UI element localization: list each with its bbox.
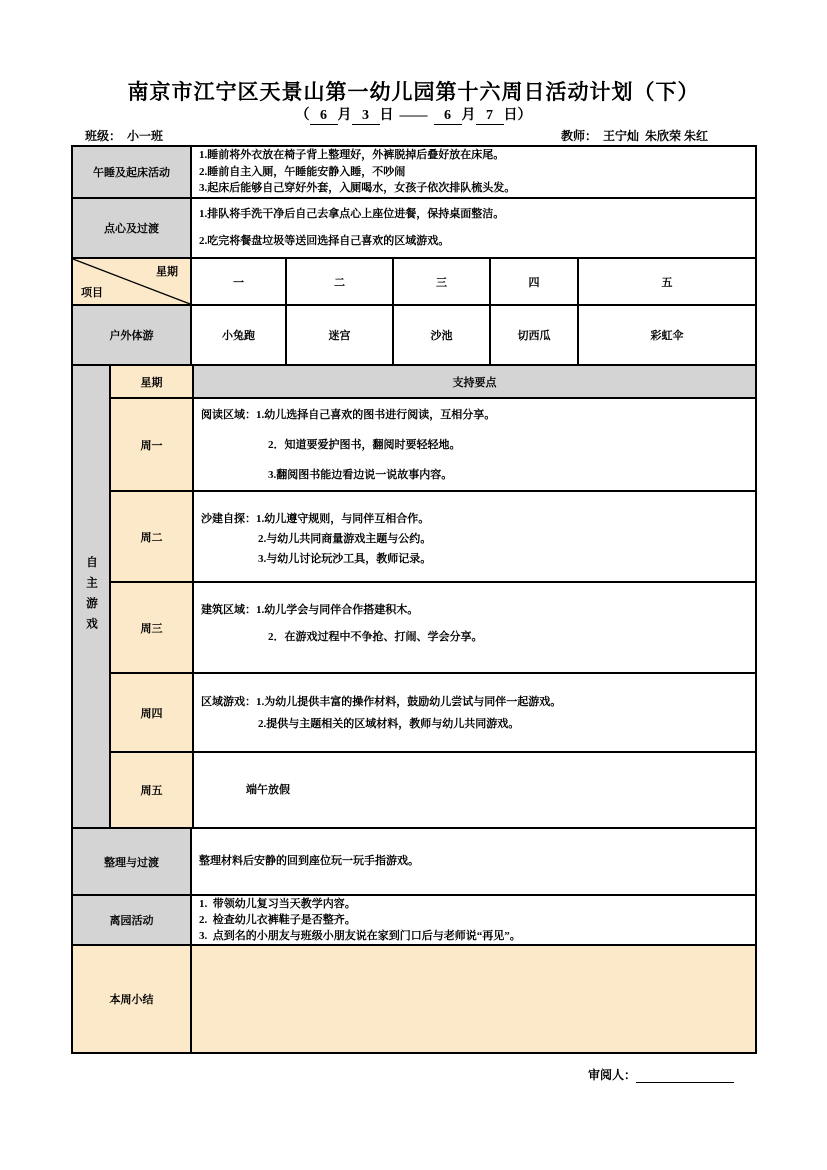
autonomous-play-section <box>73 364 755 827</box>
tuesday-line: 3.与幼儿讨论玩沙工具，教师记录。 <box>258 553 432 565</box>
nap-line: 2.睡前自主入厕，午睡能安静入睡，不吵闹 <box>199 165 406 178</box>
day-header-mon: 一 <box>190 259 285 304</box>
autonomous-rows <box>109 366 755 827</box>
teacher-field <box>561 127 757 146</box>
points-header: 支持要点 <box>192 366 755 397</box>
snack-line: 2.吃完将餐盘垃圾等送回选择自己喜欢的区域游戏。 <box>199 235 450 247</box>
paren-open: （ <box>295 108 310 123</box>
tidy-content <box>190 829 755 894</box>
wednesday-line: 2．在游戏过程中不争抢、打闹、学会分享。 <box>268 631 483 643</box>
tidy-label: 整理与过渡 <box>73 829 190 894</box>
tidy-line: 整理材料后安静的回到座位玩一玩手指游戏。 <box>199 855 419 868</box>
day-start-value: 3 <box>352 108 380 125</box>
wednesday-line: 建筑区域：1.幼儿学会与同伴合作搭建积木。 <box>201 604 419 616</box>
nap-line: 3.起床后能够自己穿好外套，入厕喝水，女孩子依次排队梳头发。 <box>199 182 516 195</box>
snack-content <box>190 199 755 257</box>
tuesday-label: 周二 <box>111 492 192 581</box>
date-range <box>0 104 827 125</box>
monday-line: 3.翻阅图书能边看边说一说故事内容。 <box>268 468 453 481</box>
leave-line: 1. 带领幼儿复习当天教学内容。 <box>199 898 356 910</box>
day-header-wed: 三 <box>392 259 489 304</box>
snack-line: 1.排队将手洗干净后自己去拿点心上座位进餐，保持桌面整洁。 <box>199 208 505 220</box>
snack-row <box>73 197 755 257</box>
outdoor-activity-tue: 迷宫 <box>285 306 392 364</box>
thursday-content <box>192 674 755 751</box>
leave-line: 3. 点到名的小朋友与班级小朋友说在家到门口后与老师说“再见”。 <box>199 930 521 942</box>
day-char: 日 <box>379 108 394 123</box>
thursday-line: 区域游戏：1.为幼儿提供丰富的操作材料，鼓励幼儿尝试与同伴一起游戏。 <box>201 695 562 708</box>
day-header-tue: 二 <box>285 259 392 304</box>
wednesday-content <box>192 583 755 672</box>
leave-row <box>73 894 755 944</box>
class-label: 班级： <box>85 129 122 143</box>
day-header-fri: 五 <box>577 259 755 304</box>
month-char: 月 <box>461 108 476 123</box>
thursday-row <box>111 672 755 751</box>
nap-row <box>73 147 755 197</box>
summary-label: 本周小结 <box>73 946 190 1052</box>
reviewer-label: 审阅人： <box>588 1068 637 1082</box>
day-end-value: 7 <box>476 108 504 125</box>
leave-content <box>190 896 755 944</box>
range-dash: —— <box>399 108 428 123</box>
day-char: 日 <box>503 108 518 123</box>
tuesday-row <box>111 490 755 581</box>
leave-label: 离园活动 <box>73 896 190 944</box>
outdoor-activity-thu: 切西瓜 <box>489 306 577 364</box>
monday-line: 阅读区域：1.幼儿选择自己喜欢的图书进行阅读，互相分享。 <box>201 408 496 421</box>
teacher-label: 教师： <box>560 129 597 143</box>
thursday-line: 2.提供与主题相关的区域材料，教师与幼儿共同游戏。 <box>258 717 520 730</box>
outdoor-activity-wed: 沙池 <box>392 306 489 364</box>
autonomous-side-label-cell <box>73 366 109 827</box>
wednesday-label: 周三 <box>111 583 192 672</box>
friday-label: 周五 <box>111 753 192 827</box>
days-header-row <box>73 257 755 304</box>
paren-close: ） <box>517 108 532 123</box>
tuesday-line: 2.与幼儿共同商量游戏主题与公约。 <box>258 533 432 545</box>
summary-row <box>73 944 755 1052</box>
autonomous-side-label: 自主游戏 <box>85 555 97 638</box>
outdoor-row <box>73 304 755 364</box>
outdoor-label: 户外体游 <box>73 306 190 364</box>
corner-week-label: 星期 <box>156 266 178 278</box>
friday-line: 端午放假 <box>246 784 290 796</box>
wednesday-row <box>111 581 755 672</box>
month-start-value: 6 <box>310 108 338 125</box>
outdoor-activity-fri: 彩虹伞 <box>577 306 755 364</box>
reviewer-signature-blank <box>636 1068 734 1083</box>
friday-row <box>111 751 755 827</box>
reviewer-field <box>588 1066 734 1083</box>
corner-item-label: 项目 <box>81 287 103 299</box>
week-header: 星期 <box>111 366 192 397</box>
tuesday-content <box>192 492 755 581</box>
page-title: 南京市江宁区天景山第一幼儿园第十六周日活动计划（下） <box>127 80 700 104</box>
monday-line: 2．知道要爱护图书，翻阅时要轻轻地。 <box>268 438 461 451</box>
thursday-label: 周四 <box>111 674 192 751</box>
monday-row <box>111 397 755 490</box>
snack-label: 点心及过渡 <box>73 199 190 257</box>
monday-label: 周一 <box>111 399 192 490</box>
nap-content <box>190 147 755 197</box>
outdoor-activity-mon: 小兔跑 <box>190 306 285 364</box>
month-end-value: 6 <box>434 108 462 125</box>
tuesday-line: 沙建自探：1.幼儿遵守规则，与同伴互相合作。 <box>201 513 430 525</box>
leave-line: 2. 检查幼儿衣裤鞋子是否整齐。 <box>199 914 356 926</box>
friday-content <box>192 753 755 827</box>
month-char: 月 <box>337 108 352 123</box>
autonomous-header-row <box>111 366 755 397</box>
tidy-row <box>73 827 755 894</box>
class-field <box>85 127 213 146</box>
summary-content <box>190 946 755 1052</box>
class-value: 小一班 <box>121 127 213 146</box>
diagonal-header-cell <box>73 259 190 304</box>
teacher-value: 王宁灿 朱欣荣 朱红 <box>597 127 757 146</box>
nap-label: 午睡及起床活动 <box>73 147 190 197</box>
monday-content <box>192 399 755 490</box>
activity-plan-table <box>71 145 757 1054</box>
nap-line: 1.睡前将外衣放在椅子背上整理好，外裤脱掉后叠好放在床尾。 <box>199 149 505 162</box>
day-header-thu: 四 <box>489 259 577 304</box>
